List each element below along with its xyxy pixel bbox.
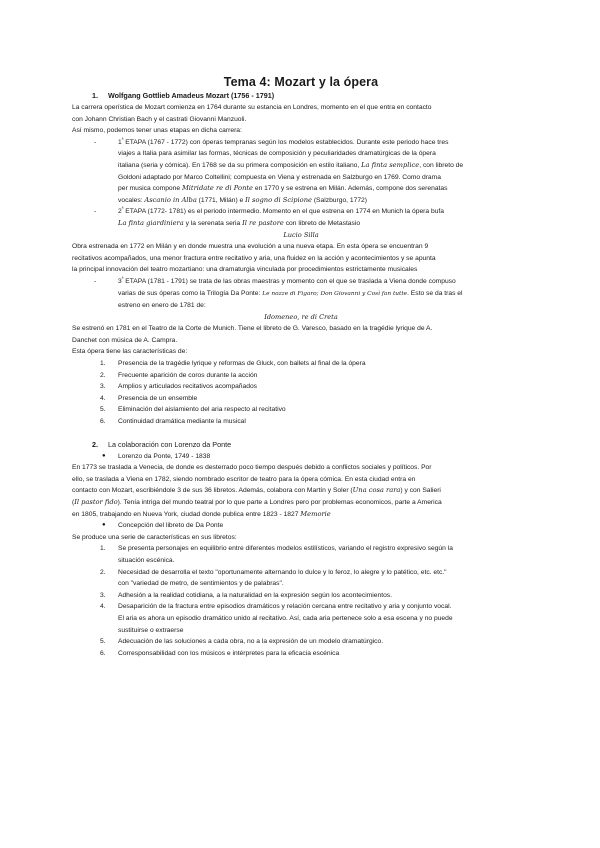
list-number: 6. bbox=[100, 649, 106, 657]
idomeneo-line: Danchet con música de A. Campra. bbox=[72, 336, 178, 344]
bio-line bbox=[72, 485, 530, 497]
list-item bbox=[72, 370, 530, 382]
list-number: 3. bbox=[100, 383, 106, 391]
work-title: La finta semplice bbox=[361, 160, 420, 169]
etapa-1-item bbox=[72, 137, 530, 207]
list-number: 2. bbox=[100, 371, 106, 379]
bio-line: ello, se traslada a Viena en 1782, siendo nombrado escritor de teatro para la ópera cómica. En esta ciudad entra en bbox=[72, 475, 416, 483]
text-run: (1771, Milán) e bbox=[196, 196, 246, 204]
subheading-idomeneo: Idomeneo, re di Creta bbox=[264, 312, 338, 321]
work-title: Il sogno di Scipione bbox=[245, 195, 312, 204]
text-run: en 1770 y se estrena en Milán. Además, compone dos serenatas bbox=[253, 185, 448, 193]
lucio-line: Obra estrenada en 1772 en Milán y en donde muestra una evolución a una nueva etapa. En esta ópera se encuentran 9 bbox=[72, 243, 429, 251]
list-item-text: Adecuación de las soluciones a cada obra, no a la expresión de un modelo dramatúrgico. bbox=[118, 638, 384, 646]
subheading-lucio-silla: Lucio Silla bbox=[283, 230, 319, 239]
section-heading-mozart bbox=[92, 90, 530, 102]
work-title: Ascanio in Alba bbox=[144, 195, 197, 204]
spacer bbox=[72, 428, 530, 439]
dash-marker: - bbox=[94, 208, 97, 216]
text-run: , con libreto de bbox=[419, 161, 464, 169]
list-item bbox=[72, 358, 530, 370]
list-item-text: Presencia de la tragédie lyrique y reformas de Gluck, con ballets al final de la ópera bbox=[118, 360, 366, 368]
list-number: 1. bbox=[100, 545, 106, 553]
list-item bbox=[72, 381, 530, 393]
list-item-text: sustituirse o extraerse bbox=[118, 626, 184, 634]
idomeneo-line: Se estrenó en 1781 en el Teatro de la Corte de Munich. Tiene el libreto de G. Varesco, basado en la tragédie lyrique de A. bbox=[72, 325, 433, 333]
list-item bbox=[72, 590, 530, 602]
intro-line: La carrera operística de Mozart comienza en 1764 durante su estancia en Londres, momento en el que entra en contacto bbox=[72, 104, 432, 111]
document-page bbox=[72, 74, 530, 659]
text-run: ). Tenía intriga del mundo teatral por lo que parte a Londres pero por problemas economicos, parte a America bbox=[117, 499, 442, 506]
work-title: Le nozze di Figaro; Don Giovanni y Così fan tutte. bbox=[262, 290, 409, 297]
list-number: 4. bbox=[100, 603, 106, 611]
list-item bbox=[72, 601, 530, 636]
bullet-item bbox=[72, 520, 530, 532]
list-item bbox=[72, 416, 530, 428]
work-title: La finta giardiniera bbox=[118, 218, 184, 227]
etapa-3-item bbox=[72, 276, 530, 312]
etapa-2-line bbox=[118, 218, 530, 230]
work-title: Una cosa rara bbox=[352, 486, 401, 495]
text-run: varias de sus óperas como la Trilogía Da Ponte: bbox=[118, 289, 263, 297]
list-number: 5. bbox=[100, 406, 106, 414]
list-item-text: Necesidad de desarrolla el texto "oportunamente alternando lo dulce y lo feroz, lo alegre y lo patético, etc. etc." bbox=[118, 568, 447, 576]
page-title: Tema 4: Mozart y la ópera bbox=[223, 75, 379, 89]
list-item-text: con "variedad de metro, de sentimientos y de palabras". bbox=[118, 580, 284, 588]
text-run: (Salzburgo, 1772) bbox=[311, 196, 367, 204]
text-run: con libreto de Metastasio bbox=[283, 219, 361, 227]
etapa-3-line: $3^ª$ ETAPA (1781 - 1791) se trata de las obras maestras y momento con el que se traslada a Viena donde compuso bbox=[118, 275, 456, 285]
list-number: 6. bbox=[100, 418, 106, 426]
list-item bbox=[72, 648, 530, 660]
concept-intro: Se produce una serie de características en sus libretos: bbox=[72, 533, 237, 541]
bio-line: En 1773 se traslada a Venecia, de donde es desterrado poco tiempo después debido a conflictos sociales y políticos. Por bbox=[72, 464, 432, 472]
section-heading-text: Wolfgang Gottlieb Amadeus Mozart (1756 - 1791) bbox=[108, 91, 275, 100]
list-item-text: Eliminación del aislamiento del aria respecto al recitativo bbox=[118, 406, 286, 414]
list-item-text: Corresponsabilidad con los músicos e intérpretes para la eficacia escénica bbox=[118, 649, 340, 657]
etapa-1-line: viajes a Italia para asimilar las formas, técnicas de composición y peculiaridades dramatúrgicas de la ópera bbox=[118, 150, 436, 158]
list-item-text: Desaparición de la fractura entre episodios dramáticos y relación cercana entre recitativo y aria y conjunto vocal. bbox=[118, 603, 452, 611]
section-number: 2. bbox=[92, 439, 98, 449]
bullet-text: Concepción del libreto de Da Ponte bbox=[118, 522, 224, 530]
list-item-text: Frecuente aparición de coros durante la acción bbox=[118, 371, 258, 379]
bio-line bbox=[72, 497, 530, 509]
list-item bbox=[72, 567, 530, 590]
text-run: vocales: bbox=[118, 196, 145, 204]
list-item-text: Continuidad dramática mediante la musical bbox=[118, 418, 246, 426]
dash-marker: - bbox=[94, 138, 97, 146]
list-item-text: El aria es ahora un episodio dramático unido al recitativo. Así, cada aria pertenece solo a esa escena y no puede bbox=[118, 614, 453, 622]
work-title: Mitridate re di Ponte bbox=[181, 184, 254, 193]
work-title: Il pastor fido bbox=[74, 498, 118, 506]
section-heading-da-ponte bbox=[92, 439, 530, 451]
lucio-line: recitativos acompañados, una menor fractura entre recitativo y aria, una fluidez en la acción y acontecimientos y se apunta bbox=[72, 254, 436, 262]
etapa-2-item bbox=[72, 206, 530, 229]
text-run: y la serenata seria bbox=[183, 219, 243, 227]
text-run: ) y con Salieri bbox=[400, 487, 441, 495]
text-run: en 1805, trabajando en Nueva York, ciudad donde publica entre 1823 - 1827 bbox=[72, 510, 301, 518]
work-title: Il re pastore bbox=[242, 218, 284, 227]
list-number: 2. bbox=[100, 568, 106, 576]
bullet-icon: ● bbox=[102, 452, 106, 459]
bullet-icon: ● bbox=[102, 522, 106, 529]
text-run: ( bbox=[72, 499, 75, 506]
lucio-line: la principal innovación del teatro mozartiano: una dramaturgia vinculada por procedimientos estrictamente musicales bbox=[72, 266, 418, 274]
section-number: 1. bbox=[92, 91, 98, 100]
etapa-1-line: Goldoni adaptado por Marco Coltellini; compuesta en Viena y estrenada en Salzburgo en 1769. Como drama bbox=[118, 173, 441, 181]
text-run: Esto se da tras el bbox=[408, 289, 463, 297]
concept-list bbox=[72, 543, 530, 659]
bio-line bbox=[72, 509, 530, 521]
list-item-text: situación escénica. bbox=[118, 556, 175, 564]
list-number: 5. bbox=[100, 638, 106, 646]
text-run: per musica compone bbox=[118, 185, 182, 193]
etapa-1-line: $1^ª$ ETAPA (1767 - 1772) con óperas tempranas según los modelos establecidos. Durante este periodo hace tres bbox=[118, 136, 449, 146]
etapa-1-line bbox=[118, 160, 530, 172]
text-run: contacto con Mozart, escribiéndole 3 de sus 36 libretos. Además, colabora con Martín y Soler ( bbox=[72, 487, 353, 495]
intro-line: Así mismo, podemos tener unas etapas en dicha carrera: bbox=[72, 127, 242, 135]
etapa-1-line bbox=[118, 183, 530, 195]
list-item-text: Se presenta personajes en equilibrio entre diferentes modelos estilísticos, variando el registro expresivo según la bbox=[118, 545, 453, 553]
list-number: 3. bbox=[100, 591, 106, 599]
bullet-text: Lorenzo da Ponte, 1749 - 1838 bbox=[118, 452, 211, 460]
list-number: 4. bbox=[100, 394, 106, 402]
intro-line: con Johann Christian Bach y el castrati Giovanni Manzuoli. bbox=[72, 115, 247, 123]
etapa-2-line: $2^ª$ ETAPA (1772- 1781) es el periodo intermedio. Momento en el que estrena en 1774 en Munich la ópera bufa bbox=[118, 206, 444, 216]
work-title: Memorie bbox=[300, 509, 331, 518]
list-item-text: Adhesión a la realidad cotidiana, a la naturalidad en la expresión según los acontecimientos. bbox=[118, 591, 392, 599]
dash-marker: - bbox=[94, 277, 97, 285]
list-number: 1. bbox=[100, 360, 106, 368]
section-heading-text: La colaboración con Lorenzo da Ponte bbox=[108, 439, 232, 449]
bullet-item bbox=[72, 451, 530, 463]
list-item bbox=[72, 543, 530, 566]
list-item-text: Amplios y articulados recitativos acompañados bbox=[118, 383, 258, 391]
etapa-1-line bbox=[118, 195, 530, 207]
list-item bbox=[72, 404, 530, 416]
text-run: italiana (seria y cómica). En 1768 se da su primera composición en estilo italiano, bbox=[118, 161, 362, 169]
list-item bbox=[72, 636, 530, 648]
etapa-3-line bbox=[118, 288, 530, 301]
idomeneo-line: Esta ópera tiene las características de: bbox=[72, 348, 188, 356]
etapa-3-line: estreno en enero de 1781 de: bbox=[118, 302, 206, 310]
idomeneo-list bbox=[72, 358, 530, 428]
list-item-text: Presencia de un ensemble bbox=[118, 394, 198, 402]
list-item bbox=[72, 393, 530, 405]
